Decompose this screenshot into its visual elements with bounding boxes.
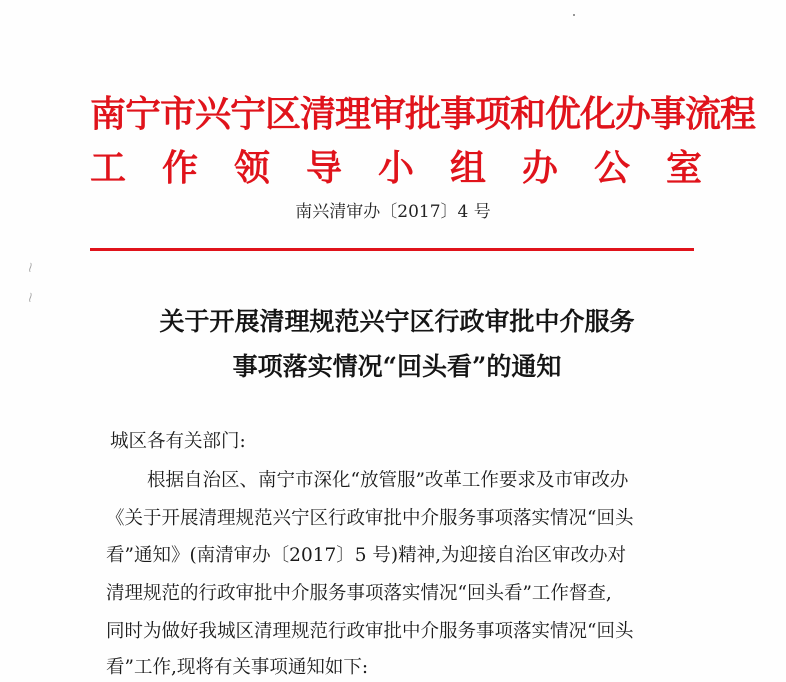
body-line: 看”通知》(南清审办〔2017〕5 号)精神,为迎接自治区审改办对 [106, 545, 627, 566]
body-line: 看”工作,现将有关事项通知如下: [106, 657, 369, 678]
body-line: 同时为做好我城区清理规范行政审批中介服务事项落实情况“回头 [106, 621, 634, 642]
body-line: 根据自治区、南宁市深化“放管服”改革工作要求及市审改办 [110, 470, 629, 491]
red-divider-line [90, 248, 694, 251]
document-number: 南兴清审办〔2017〕4 号 [295, 202, 491, 222]
salutation: 城区各有关部门: [110, 431, 246, 452]
scan-speck [573, 14, 575, 16]
body-line: 《关于开展清理规范兴宁区行政审批中介服务事项落实情况“回头 [106, 508, 634, 529]
notice-title-line2: 事项落实情况“回头看”的通知 [232, 352, 562, 381]
issuing-office-line2: 工 作 领 导 小 组 办 公 室 [90, 147, 703, 189]
scan-margin-mark: ⁓ [24, 291, 38, 304]
body-line: 清理规范的行政审批中介服务事项落实情况“回头看”工作督查, [106, 583, 612, 604]
issuing-office-line1: 南宁市兴宁区清理审批事项和优化办事流程 [90, 93, 756, 135]
scan-margin-mark: ⁓ [24, 261, 38, 274]
notice-title-line1: 关于开展清理规范兴宁区行政审批中介服务 [159, 307, 635, 336]
